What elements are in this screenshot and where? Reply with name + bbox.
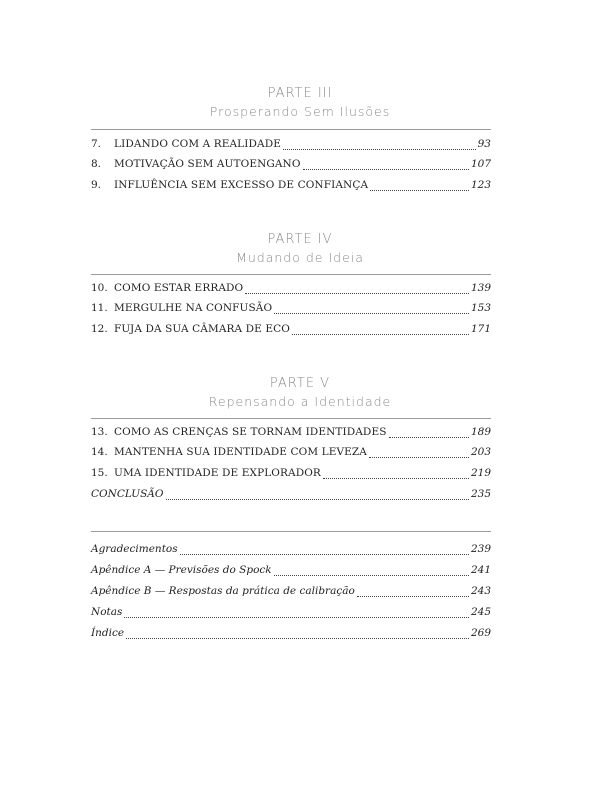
toc-page: 107: [470, 158, 491, 170]
dot-leader: [124, 617, 469, 618]
dot-leader: [283, 149, 476, 150]
dot-leader: [180, 554, 469, 555]
toc-title: CONCLUSÃO: [91, 488, 164, 500]
toc-title: MANTENHA SUA IDENTIDADE COM LEVEZA: [114, 446, 367, 458]
toc-page: 245: [470, 606, 491, 618]
toc-entry-apendice-b[interactable]: [91, 585, 491, 601]
toc-title: Índice: [91, 627, 125, 639]
toc-number: 10.: [91, 282, 108, 294]
dot-leader: [292, 334, 469, 335]
toc-title: Notas: [91, 606, 123, 618]
dot-leader: [245, 293, 469, 294]
toc-entry-14[interactable]: [91, 446, 491, 462]
toc-number: 9.: [91, 179, 102, 191]
toc-page: 243: [470, 585, 491, 597]
dot-leader: [389, 437, 469, 438]
toc-number: 13.: [91, 426, 108, 438]
toc-page: 241: [470, 564, 491, 576]
toc-entry-10[interactable]: [91, 282, 491, 298]
dot-leader: [370, 190, 469, 191]
toc-title: Apêndice B — Respostas da prática de calibração: [91, 585, 355, 597]
toc-entry-7[interactable]: [91, 138, 491, 154]
toc-entry-conclusao[interactable]: [91, 488, 491, 504]
toc-page: 139: [470, 282, 491, 294]
toc-title: Agradecimentos: [91, 543, 178, 555]
toc-entry-notas[interactable]: [91, 606, 491, 622]
part-v-title: PARTE V: [269, 376, 331, 391]
part-iii-divider: [91, 129, 491, 130]
toc-page: 123: [470, 179, 491, 191]
toc-page: 203: [470, 446, 491, 458]
dot-leader: [166, 499, 469, 500]
dot-leader: [303, 169, 469, 170]
toc-page: 153: [470, 302, 491, 314]
part-iii-subtitle: Prosperando Sem Ilusões: [209, 104, 391, 119]
toc-number: 7.: [91, 138, 102, 150]
toc-title: Apêndice A — Previsões do Spock: [91, 564, 272, 576]
dot-leader: [126, 638, 469, 639]
toc-entry-8[interactable]: [91, 158, 491, 174]
toc-title: COMO AS CRENÇAS SE TORNAM IDENTIDADES: [114, 426, 387, 438]
toc-title: MERGULHE NA CONFUSÃO: [114, 302, 273, 314]
toc-entry-15[interactable]: [91, 467, 491, 483]
toc-page: 171: [470, 323, 491, 335]
part-v-divider: [91, 418, 491, 419]
toc-entry-9[interactable]: [91, 179, 491, 195]
part-iv-divider: [91, 274, 491, 275]
dot-leader: [323, 478, 469, 479]
part-v-subtitle: Repensando a Identidade: [208, 394, 392, 409]
toc-title: MOTIVAÇÃO SEM AUTOENGANO: [114, 158, 301, 170]
part-iii-title: PARTE III: [267, 86, 333, 101]
toc-number: 8.: [91, 158, 102, 170]
toc-entry-indice[interactable]: [91, 627, 491, 643]
toc-number: 11.: [91, 302, 108, 314]
toc-page: 235: [470, 488, 491, 500]
toc-number: 12.: [91, 323, 108, 335]
toc-page: 239: [470, 543, 491, 555]
toc-number: 15.: [91, 467, 108, 479]
dot-leader: [357, 596, 469, 597]
toc-page: 93: [477, 138, 491, 150]
toc-page: 219: [470, 467, 491, 479]
toc-title: UMA IDENTIDADE DE EXPLORADOR: [114, 467, 321, 479]
back-matter-divider: [91, 531, 491, 532]
toc-title: LIDANDO COM A REALIDADE: [114, 138, 281, 150]
toc-entry-apendice-a[interactable]: [91, 564, 491, 580]
toc-entry-agradecimentos[interactable]: [91, 543, 491, 559]
part-iv-title: PARTE IV: [267, 232, 333, 247]
dot-leader: [369, 457, 469, 458]
toc-page: 269: [470, 627, 491, 639]
dot-leader: [274, 575, 469, 576]
part-iv-subtitle: Mudando de Ideia: [236, 250, 364, 265]
toc-title: FUJA DA SUA CÂMARA DE ECO: [114, 323, 290, 335]
dot-leader: [274, 313, 469, 314]
toc-page: 189: [470, 426, 491, 438]
toc-entry-12[interactable]: [91, 323, 491, 339]
toc-number: 14.: [91, 446, 108, 458]
toc-entry-11[interactable]: [91, 302, 491, 318]
toc-title: COMO ESTAR ERRADO: [114, 282, 244, 294]
toc-entry-13[interactable]: [91, 426, 491, 442]
toc-title: INFLUÊNCIA SEM EXCESSO DE CONFIANÇA: [114, 179, 369, 191]
